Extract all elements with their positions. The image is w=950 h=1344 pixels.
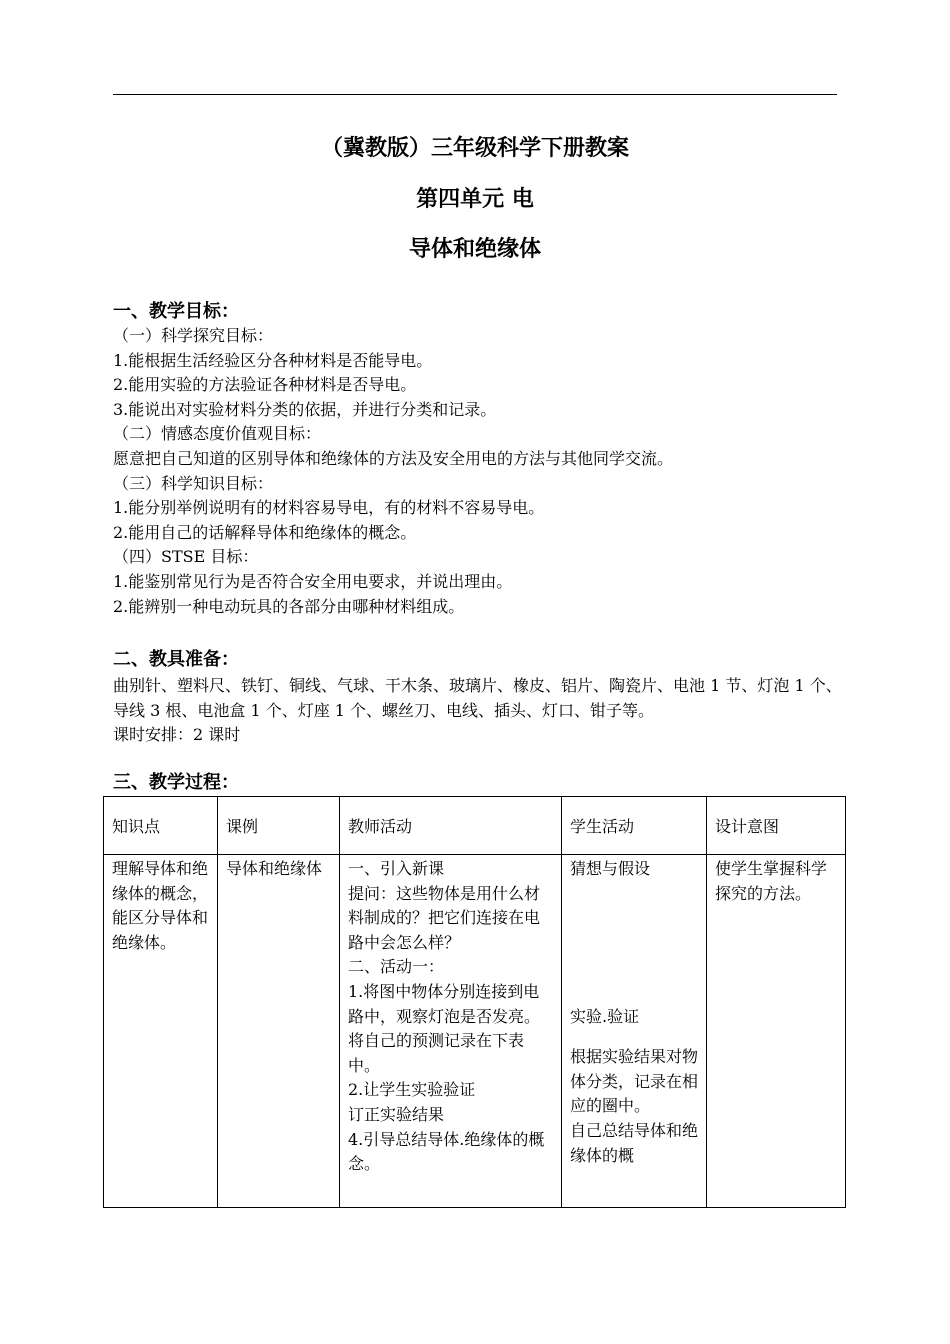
objective-line: （四）STSE 目标：: [113, 547, 259, 567]
cell-student-activity: [562, 855, 707, 1208]
section-heading-objectives: 一、教学目标：: [113, 301, 239, 322]
teacher-line: 提问：这些物体是用什么材料制成的？把它们连接在电路中会怎么样？: [348, 883, 541, 952]
teacher-line: 2.让学生实验验证: [348, 1080, 476, 1100]
unit-title: 第四单元 电: [416, 187, 534, 212]
objective-line: （二）情感态度价值观目标：: [113, 424, 322, 444]
objective-line: 2.能用自己的话解释导体和绝缘体的概念。: [113, 522, 417, 542]
student-line: 实验.验证: [570, 1006, 640, 1026]
header-example: 课例: [218, 797, 340, 855]
objective-line: 3.能说出对实验材料分类的依据，并进行分类和记录。: [113, 399, 497, 419]
student-line: 自己总结导体和绝缘体的概: [570, 1120, 699, 1165]
teacher-line: 将自己的预测记录在下表中。: [348, 1031, 525, 1075]
materials-text: 曲别针、塑料尺、铁钉、铜线、气球、干木条、玻璃片、橡皮、铝片、陶瓷片、电池 1 节、灯泡 1 个、导线 3 根、电池盒 1 个、灯座 1 个、螺丝刀、电线、插头、灯口、钳子等。: [113, 676, 842, 720]
cell-design-intent: 使学生掌握科学探究的方法。: [707, 855, 846, 1208]
objective-line: 2.能用实验的方法验证各种材料是否导电。: [113, 375, 417, 395]
cell-knowledge: 理解导体和绝缘体的概念，能区分导体和绝缘体。: [104, 855, 218, 1208]
table-header-row: [104, 797, 846, 855]
header-student-activity: 学生活动: [562, 797, 707, 855]
objective-line: 2.能辨别一种电动玩具的各部分由哪种材料组成。: [113, 596, 465, 616]
objective-line: 愿意把自己知道的区别导体和绝缘体的方法及安全用电的方法与其他同学交流。: [113, 448, 674, 468]
header-design-intent: 设计意图: [707, 797, 846, 855]
student-line: 根据实验结果对物体分类，记录在相应的圈中。: [570, 1047, 699, 1116]
objective-line: 1.能分别举例说明有的材料容易导电，有的材料不容易导电。: [113, 498, 545, 518]
cell-example: 导体和绝缘体: [218, 855, 340, 1208]
section-heading-materials: 二、教具准备：: [113, 649, 239, 670]
student-line: 猜想与假设: [570, 859, 651, 878]
header-rule: [113, 94, 837, 95]
table-row: [104, 855, 846, 1208]
teacher-line: 一、引入新课: [348, 859, 445, 878]
teacher-line: 4.引导总结导体.绝缘体的概念。: [348, 1129, 545, 1174]
process-table: [103, 796, 846, 1208]
section-heading-process: 三、教学过程：: [113, 772, 239, 793]
objectives-list: [113, 324, 843, 619]
teacher-line: 二、活动一：: [348, 957, 445, 977]
objective-line: （一）科学探究目标：: [113, 326, 274, 345]
header-knowledge: 知识点: [104, 797, 218, 855]
lesson-title: 导体和绝缘体: [408, 237, 541, 262]
header-teacher-activity: 教师活动: [340, 797, 562, 855]
schedule-text: 课时安排：2 课时: [113, 725, 241, 744]
objective-line: （三）科学知识目标：: [113, 473, 274, 493]
objective-line: 1.能鉴别常见行为是否符合安全用电要求，并说出理由。: [113, 571, 513, 591]
document-title: （冀教版）三年级科学下册教案: [320, 136, 629, 161]
objective-line: 1.能根据生活经验区分各种材料是否能导电。: [113, 350, 433, 370]
teacher-line: 1.将图中物体分别连接到电路中，观察灯泡是否发亮。: [348, 981, 541, 1026]
teacher-line: 订正实验结果: [348, 1104, 445, 1124]
cell-teacher-activity: [340, 855, 562, 1208]
